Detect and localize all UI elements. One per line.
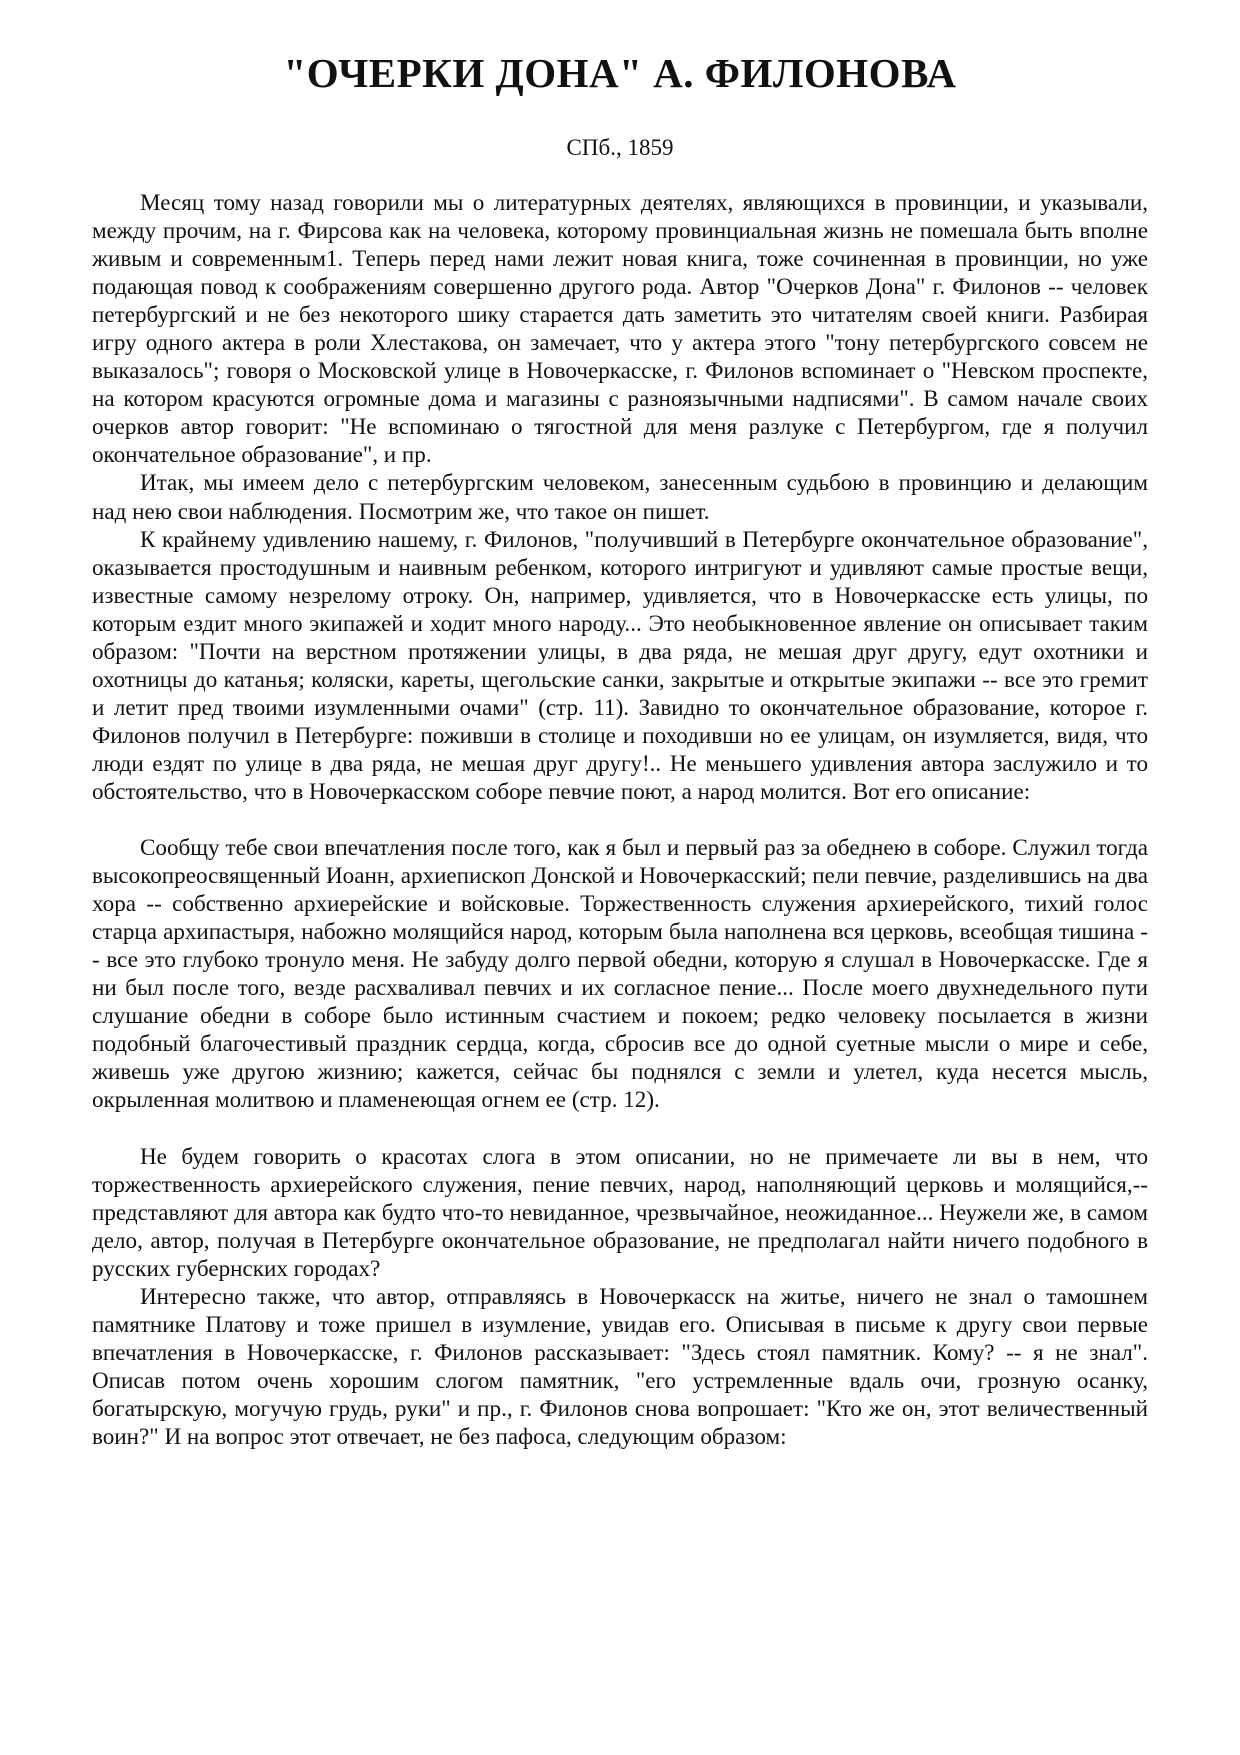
paragraph-5: Не будем говорить о красотах слога в этом описании, но не примечаете ли вы в нем, что торжественность архиерейского служения, пение певчих, народ, наполняющий церковь и молящийся,-- представляют для автора как будто что-то невиданное, чрезвычайное, неожиданное... Неужели же, в самом дело, автор, получая в Петербурге окончательное образование, не предполагал найти ничего подобного в русских губернских городах? <box>92 1142 1148 1281</box>
paragraph-2: Итак, мы имеем дело с петербургским человеком, занесенным судьбою в провинцию и делающим над нею свои наблюдения. Посмотрим же, что такое он пишет. <box>92 469 1148 524</box>
paragraph-1: Месяц тому назад говорили мы о литературных деятелях, являющихся в провинции, и указывали, между прочим, на г. Фирсова как на человека, которому провинциальная жизнь не помешала быть вполне живым и современным1. Теперь перед нами лежит новая книга, тоже сочиненная в провинции, но уже подающая повод к соображениям совершенно другого рода. Автор "Очерков Дона" г. Филонов -- человек петербургский и не без некоторого шику старается дать заметить это читателям своей книги. Разбирая игру одного актера в роли Хлестакова, он замечает, что у актера этого "тону петербургского совсем не выказалось"; говоря о Московской улице в Новочеркасске, г. Филонов вспоминает о "Невском проспекте, на котором красуются огромные дома и магазины с разноязычными надписями". В самом начале своих очерков автор говорит: "Не вспоминаю о тягостной для меня разлуке с Петербургом, где я получил окончательное образование", и пр. <box>92 189 1148 468</box>
document-subtitle: СПб., 1859 <box>566 135 674 160</box>
document-body <box>92 188 1148 1450</box>
document-title: "ОЧЕРКИ ДОНА" А. ФИЛОНОВА <box>283 50 957 96</box>
document-page <box>92 48 1148 1450</box>
paragraph-3: К крайнему удивлению нашему, г. Филонов, "получивший в Петербурге окончательное образование", оказывается простодушным и наивным ребенком, которого интригуют и удивляют самые простые вещи, известные самому незрелому отроку. Он, например, удивляется, что в Новочеркасске есть улицы, по которым ездит много экипажей и ходит много народу... Это необыкновенное явление он описывает таким образом: "Почти на верстном протяжении улицы, в два ряда, не мешая друг другу, едут охотники и охотницы до катанья; коляски, кареты, щегольские санки, закрытые и открытые экипажи -- все это гремит и летит пред твоими изумленными очами" (стр. 11). Завидно то окончательное образование, которое г. Филонов получил в Петербурге: поживши в столице и походивши но ее улицам, он изумляется, видя, что люди ездят по улице в два ряда, не мешая друг другу!.. Не меньшего удивления автора заслужило и то обстоятельство, что в Новочеркасском соборе певчие поют, а народ молится. Вот его описание: <box>92 525 1148 804</box>
paragraph-6: Интересно также, что автор, отправляясь в Новочеркасск на житье, ничего не знал о тамошнем памятнике Платову и тоже пришел в изумление, увидав его. Описывая в письме к другу свои первые впечатления в Новочеркасске, г. Филонов рассказывает: "Здесь стоял памятник. Кому? -- я не знал". Описав потом очень хорошим слогом памятник, "его устремленные вдаль очи, грозную осанку, богатырскую, могучую грудь, руки" и пр., г. Филонов снова вопрошает: "Кто же он, этот величественный воин?" И на вопрос этот отвечает, не без пафоса, следующим образом: <box>92 1282 1148 1449</box>
quote-paragraph: Сообщу тебе свои впечатления после того, как я был и первый раз за обеднею в соборе. Служил тогда высокопреосвященный Иоанн, архиепископ Донской и Новочеркасский; пели певчие, разделившись на два хора -- собственно архиерейские и войсковые. Торжественность служения архиерейского, тихий голос старца архипастыря, набожно молящийся народ, которым была наполнена вся церковь, всеобщая тишина -- все это глубоко тронуло меня. Не забуду долго первой обедни, которую я слушал в Новочеркасске. Где я ни был после того, везде расхваливал певчих и их согласное пение... После моего двухнедельного пути слушание обедни в соборе было истинным счастием и покоем; редко человеку посылается в жизни подобный благочестивый праздник сердца, когда, сбросив все до одной суетные мысли о мире и себе, живешь уже другою жизнию; кажется, сейчас бы поднялся с земли и улетел, куда несется мысль, окрыленная молитвою и пламенеющая огнем ее (стр. 12). <box>92 834 1148 1113</box>
